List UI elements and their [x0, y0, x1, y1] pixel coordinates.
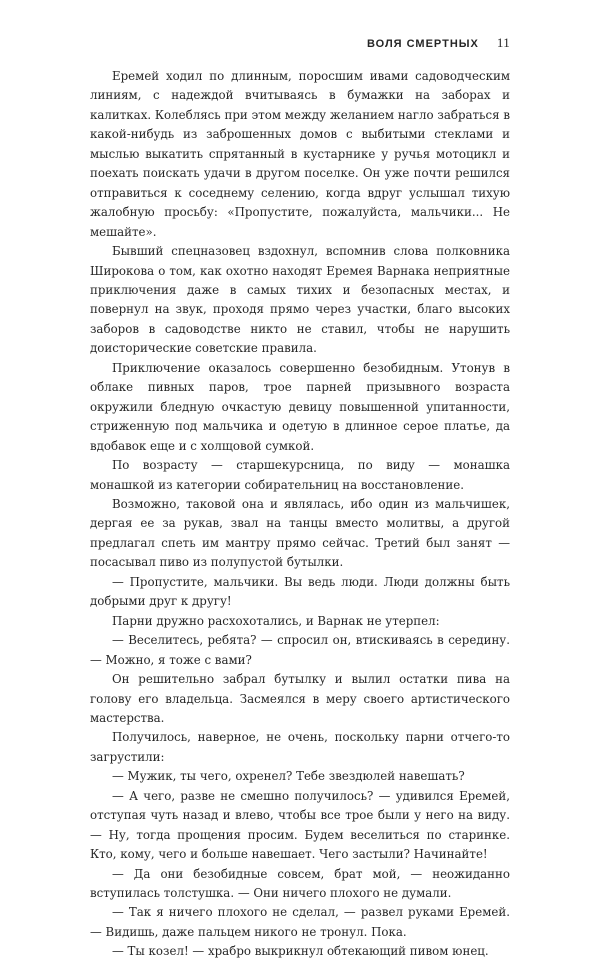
- paragraph: Приключение оказалось совершенно безобидным. Утонув в облаке пивных паров, трое парней призывного возраста окружили бледную очкастую девицу повышенной упитанности, стриженную под мальчика и одетую в длинное серое платье, да вдобавок еще и с холщовой сумкой.: [90, 360, 510, 453]
- paragraph: Он решительно забрал бутылку и вылил остатки пива на голову его владельца. Засмеялся в меру своего артистического мастерства.: [90, 672, 510, 725]
- paragraph: По возрасту — старшекурсница, по виду — монашка монашкой из категории собирательниц на восстановление.: [90, 458, 510, 492]
- paragraph: Еремей ходил по длинным, поросшим ивами садоводческим линиям, с надеждой вчитываясь в бумажки на заборах и калитках. Колеблясь при этом между желанием нагло забраться в какой-нибудь из заброшенных домов с выбитыми стеклами и мыслью выкатить спрятанный в кустарнике у ручья мотоцикл и поехать поискать удачи в другом поселке. Он уже почти решился отправиться к соседнему селению, когда вдруг услышал тихую жалобную просьбу: «Пропустите, пожалуйста, мальчики... Не мешайте».: [90, 69, 510, 239]
- page-number: 11: [496, 35, 510, 50]
- paragraph: — Ты козел! — храбро выкрикнул обтекающий пивом юнец.: [112, 944, 489, 959]
- paragraph: — А чего, разве не смешно получилось? — удивился Еремей, отступая чуть назад и влево, чтобы все трое были у него на виду. — Ну, тогда прощения просим. Будем веселиться по старинке. Кто, кому, чего и больше навешает. Чего застыли? Начинайте!: [90, 788, 510, 862]
- text-body: [90, 67, 510, 962]
- running-head-title: ВОЛЯ СМЕРТНЫХ: [367, 38, 479, 50]
- paragraph: — Веселитесь, ребята? — спросил он, втискиваясь в середину. — Можно, я тоже с вами?: [90, 633, 510, 667]
- paragraph: — Мужик, ты чего, охренел? Тебе звездюлей навешать?: [112, 769, 465, 784]
- paragraph: Бывший спецназовец вздохнул, вспомнив слова полковника Широкова о том, как охотно находят Еремея Варнака неприятные приключения даже в самых тихих и безопасных местах, и повернул на звук, проходя прямо через участки, благо высоких заборов в садоводстве никто не ставил, чтобы не нарушить доисторические советские правила.: [90, 244, 510, 356]
- paragraph: — Да они безобидные совсем, брат мой, — неожиданно вступилась толстушка. — Они ничего плохого не думали.: [90, 866, 510, 901]
- paragraph: — Так я ничего плохого не сделал, — развел руками Еремей. — Видишь, даже пальцем никого не тронул. Пока.: [90, 905, 510, 939]
- paragraph: Возможно, таковой она и являлась, ибо один из мальчишек, дергая ее за рукав, звал на танцы вместо молитвы, а другой предлагал спеть им мантру прямо сейчас. Третий был занят — посасывал пиво из полупустой бутылки.: [90, 496, 510, 570]
- running-head: [90, 35, 510, 51]
- paragraph: — Пропустите, мальчики. Вы ведь люди. Люди должны быть добрыми друг к другу!: [90, 574, 510, 609]
- paragraph: Получилось, наверное, не очень, поскольку парни отчего-то загрустили:: [90, 730, 510, 764]
- paragraph: Парни дружно расхохотались, и Варнак не утерпел:: [112, 613, 440, 628]
